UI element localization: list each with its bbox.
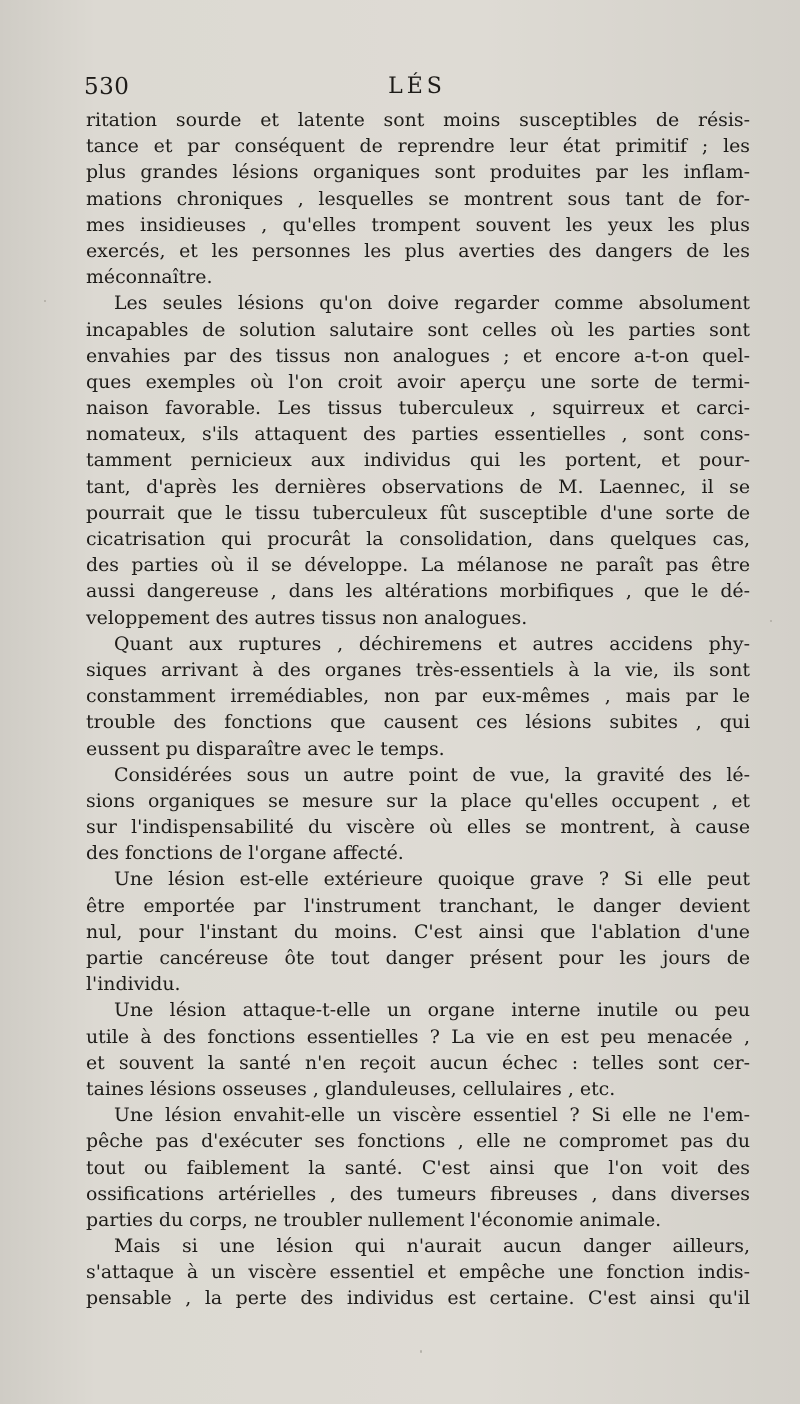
text-line: taines lésions osseuses , glanduleuses, cellulaires , etc. [86,1077,616,1100]
text-line: veloppement des autres tissus non analogues. [86,606,528,629]
text-line: envahies par des tissus non analogues ; et encore a-t-on quel- [86,344,750,367]
text-line: être emportée par l'instrument tranchant, le danger devient [86,894,750,917]
text-line: pensable , la perte des individus est certaine. C'est ainsi qu'il [86,1287,750,1310]
text-line: des fonctions de l'organe affecté. [86,842,404,865]
text-line: sur l'indispensabilité du viscère où elles se montrent, à cause [86,816,750,839]
text-line: exercés, et les personnes les plus averties des dangers de les [86,239,750,262]
body-text [86,107,750,1312]
text-line: cicatrisation qui procurât la consolidation, dans quelques cas, [86,528,750,550]
text-line: ossifications artérielles , des tumeurs fibreuses , dans diverses [86,1182,750,1205]
paper-speck [420,1350,422,1353]
paragraph-first-line: Les seules lésions qu'on doive regarder comme absolument [114,292,750,315]
text-line: ques exemples où l'on croit avoir aperçu une sorte de termi- [86,370,750,393]
text-line: pêche pas d'exécuter ses fonctions , elle ne compromet pas du [86,1130,750,1153]
text-line: s'attaque à un viscère essentiel et empêche une fonction indis- [86,1261,750,1284]
text-line: tance et par conséquent de reprendre leur état primitif ; les [86,135,750,158]
text-line: tant, d'après les dernières observations de M. Laennec, il se [86,475,750,498]
text-line: tout ou faiblement la santé. C'est ainsi que l'on voit des [86,1156,750,1179]
paragraph-first-line: Quant aux ruptures , déchiremens et autres accidens phy- [114,632,750,655]
text-line: utile à des fonctions essentielles ? La vie en est peu menacée , [86,1025,750,1048]
paper-speck [770,620,772,622]
text-line: mations chroniques , lesquelles se montrent sous tant de for- [86,187,750,210]
text-line: méconnaître. [86,266,213,289]
text-line: l'individu. [86,973,181,996]
paragraph-first-line: Une lésion attaque-t-elle un organe interne inutile ou peu [114,999,750,1022]
text-line: nomateux, s'ils attaquent des parties essentielles , sont cons- [86,423,750,446]
text-line: pourrait que le tissu tuberculeux fût susceptible d'une sorte de [86,501,750,524]
text-line: tamment pernicieux aux individus qui les portent, et pour- [86,449,750,472]
text-line: partie cancéreuse ôte tout danger présent pour les jours de [86,947,750,969]
text-line: siques arrivant à des organes très-essentiels à la vie, ils sont [86,658,750,681]
text-line: constamment irremédiables, non par eux-mêmes , mais par le [86,685,750,708]
text-line: ritation sourde et latente sont moins susceptibles de résis- [86,109,750,131]
text-line: parties du corps, ne troubler nullement l'économie animale. [86,1208,662,1231]
text-line: incapables de solution salutaire sont celles où les parties sont [86,318,750,341]
paragraph-first-line: Une lésion envahit-elle un viscère essentiel ? Si elle ne l'em- [114,1104,750,1127]
page-header [84,74,750,104]
text-line: et souvent la santé n'en reçoit aucun échec : telles sont cer- [86,1051,750,1074]
text-line: eussent pu disparaître avec le temps. [86,737,445,760]
paragraph-first-line: Considérées sous un autre point de vue, la gravité des lé- [114,763,750,786]
paragraph-first-line: Une lésion est-elle extérieure quoique grave ? Si elle peut [114,868,750,891]
text-line: des parties où il se développe. La mélanose ne paraît pas être [86,554,750,577]
text-line: plus grandes lésions organiques sont produites par les inflam- [86,161,750,184]
text-line: trouble des fonctions que causent ces lésions subites , qui [86,711,750,734]
page-number: 530 [84,74,130,100]
text-line: naison favorable. Les tissus tuberculeux , squirreux et carci- [86,397,750,420]
text-line: sions organiques se mesure sur la place qu'elles occupent , et [86,789,750,812]
paper-speck [44,300,46,302]
text-line: mes insidieuses , qu'elles trompent souvent les yeux les plus [86,213,750,236]
running-head: LÉS [388,74,446,99]
text-line: aussi dangereuse , dans les altérations morbifiques , que le dé- [86,580,750,603]
text-line: nul, pour l'instant du moins. C'est ainsi que l'ablation d'une [86,920,750,943]
paragraph-first-line: Mais si une lésion qui n'aurait aucun danger ailleurs, [114,1235,750,1258]
